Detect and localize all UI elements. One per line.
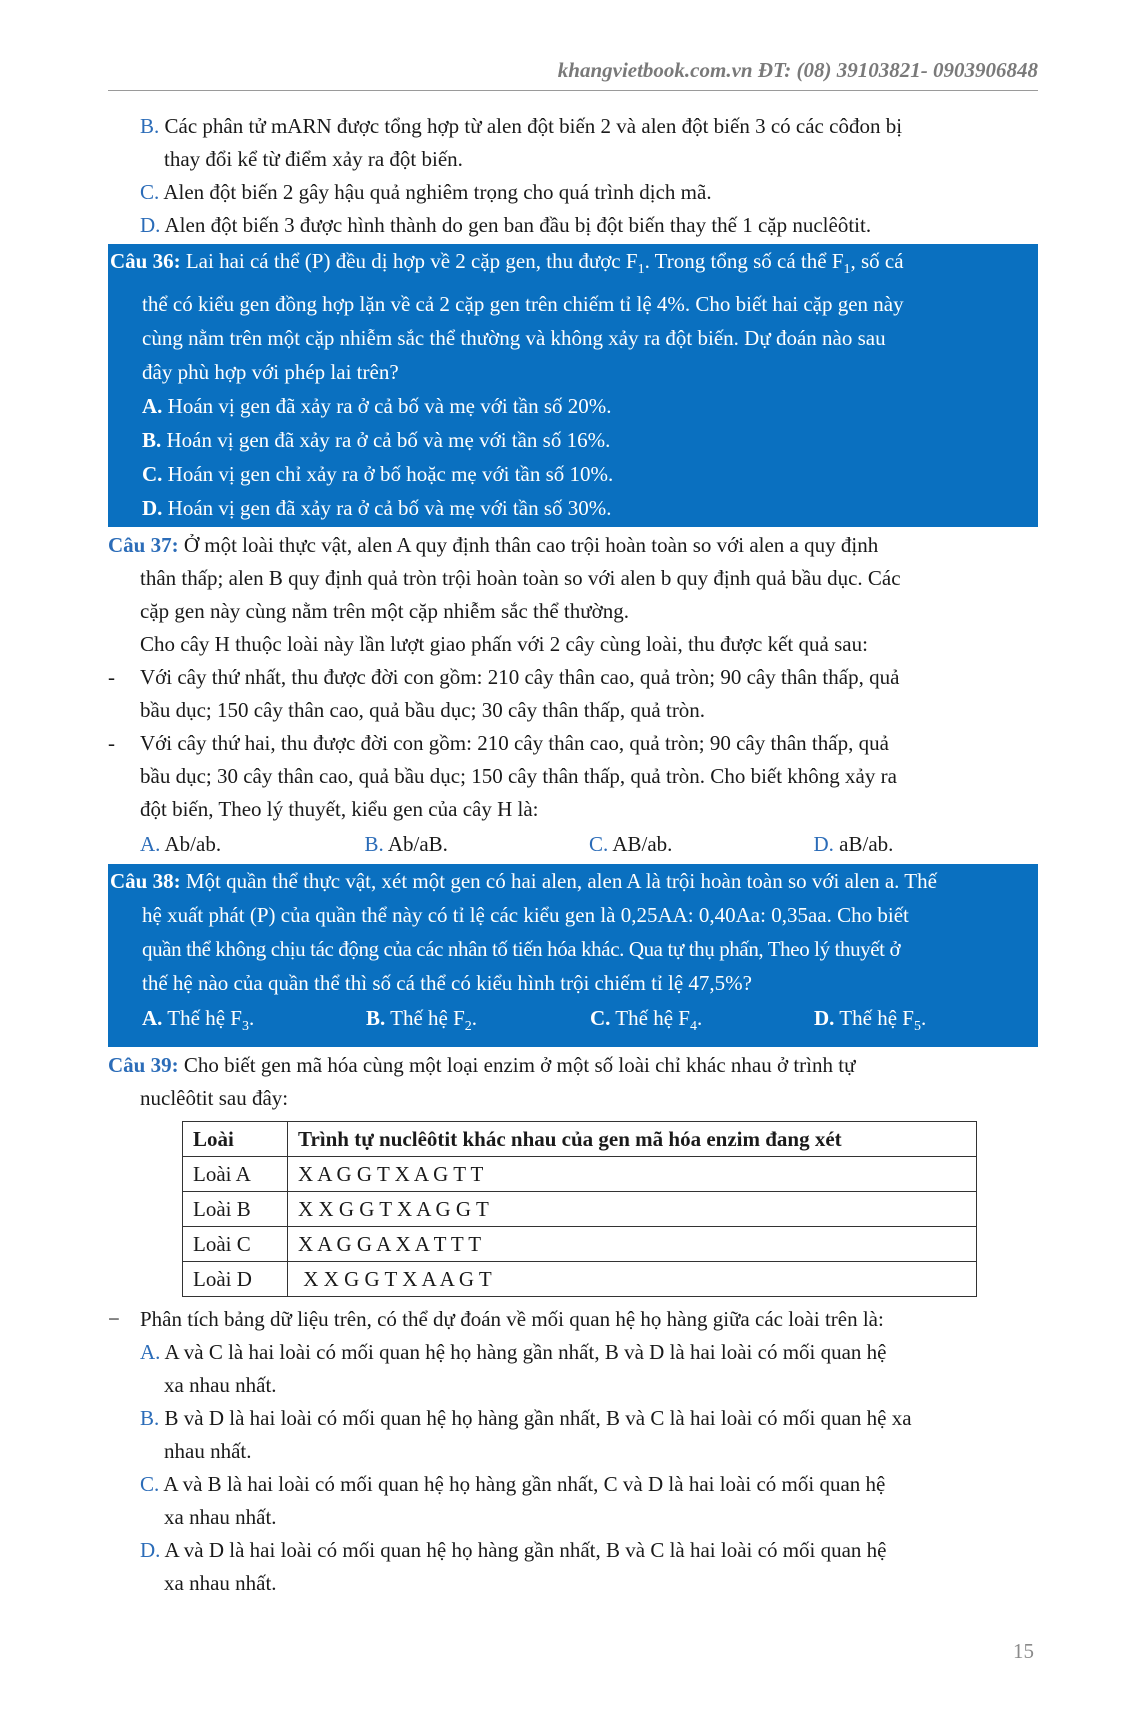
q38-text: Một quần thể thực vật, xét một gen có hai alen, alen A là trội hoàn toàn so với alen a. Thế (185, 869, 937, 894)
option-label: D. (140, 1538, 161, 1563)
q39-option-b-line2: nhau nhất. (164, 1439, 252, 1464)
q37-bullet-2 (108, 727, 1038, 826)
page-content (108, 110, 1038, 1600)
question-label: Câu 37: (108, 533, 179, 558)
subscript: 1 (637, 262, 645, 278)
q35-option-c (108, 176, 1038, 209)
option-text: Hoán vị gen đã xảy ra ở cả bố và mẹ với tần số 20%. (167, 394, 612, 419)
q36-option-d (110, 491, 1038, 525)
q37-option-d (814, 826, 1039, 862)
q39-option-c-line2: xa nhau nhất. (164, 1505, 277, 1530)
option-text: B và D là hai loài có mối quan hệ họ hàng gần nhất, B và C là hai loài có mối quan hệ xa (164, 1406, 912, 1431)
q39-option-d-line1 (108, 1534, 1038, 1567)
option-text: Thế hệ F (167, 1006, 242, 1031)
option-label: B. (140, 114, 160, 138)
table-row (183, 1262, 977, 1297)
q36-text-a: Lai hai cá thể (P) đều dị hợp về 2 cặp gen, thu được F (185, 249, 638, 273)
option-label: C. (142, 462, 163, 487)
q36-line1 (110, 244, 1038, 287)
subscript: 3 (241, 1019, 249, 1035)
option-text: A và B là hai loài có mối quan hệ họ hàng gần nhất, C và D là hai loài có mối quan hệ (163, 1472, 886, 1497)
subscript: 5 (913, 1019, 921, 1035)
q38-option-d (814, 1000, 1038, 1045)
bullet-dash: - (108, 731, 115, 756)
q36-line3: cùng nằm trên một cặp nhiễm sắc thể thường và không xảy ra đột biến. Dự đoán nào sau (142, 326, 886, 351)
q38-line4: thế hệ nào của quần thể thì số cá thể có kiểu hình trội chiếm tỉ lệ 47,5%? (142, 971, 752, 996)
q38-option-b (366, 1000, 590, 1045)
option-label: B. (364, 832, 384, 857)
q36-text-b: . Trong tổng số cá thể F (644, 249, 844, 273)
table-row (183, 1192, 977, 1227)
page-number: 15 (1013, 1639, 1034, 1663)
q37-line3: cặp gen này cùng nằm trên một cặp nhiễm sắc thể thường. (140, 599, 629, 624)
page-header: khangvietbook.com.vn ĐT: (08) 39103821- 0903906848 (557, 58, 1038, 82)
table-cell: X A G G A X A T T T (288, 1227, 977, 1262)
q35-option-b-line1 (108, 110, 1038, 143)
option-text: Thế hệ F (615, 1006, 690, 1031)
q37-line1 (108, 529, 1038, 562)
option-text: Hoán vị gen đã xảy ra ở cả bố và mẹ với tần số 16%. (166, 428, 611, 453)
header-divider (108, 90, 1038, 91)
option-text: Hoán vị gen chỉ xảy ra ở bố hoặc mẹ với tần số 10%. (167, 462, 614, 487)
q38-options (110, 1000, 1038, 1045)
table-header-cell: Trình tự nuclêôtit khác nhau của gen mã hóa enzim đang xét (288, 1122, 977, 1157)
q36-line2: thể có kiểu gen đồng hợp lặn về cả 2 cặp gen trên chiếm tỉ lệ 4%. Cho biết hai cặp gen này (142, 292, 904, 317)
q38-line2: hệ xuất phát (P) của quần thể này có tỉ lệ các kiểu gen là 0,25AA: 0,40Aa: 0,35aa. Cho biết (142, 903, 909, 928)
q37-option-a (140, 826, 365, 862)
q39-option-a-line2: xa nhau nhất. (164, 1373, 277, 1398)
table-cell: X X G G T X A A G T (288, 1262, 977, 1297)
q36-line4: đây phù hợp với phép lai trên? (142, 360, 399, 385)
option-label: D. (140, 213, 161, 237)
option-end: . (471, 1006, 478, 1031)
question-38-block (108, 864, 1038, 1047)
option-label: D. (142, 496, 163, 521)
option-end: . (696, 1006, 703, 1031)
q36-text-c: , số cá (850, 249, 904, 273)
option-end: . (920, 1006, 927, 1031)
table-cell: X X G G T X A G G T (288, 1192, 977, 1227)
q38-option-a (142, 1000, 366, 1045)
option-label: A. (140, 1340, 161, 1365)
option-label: D. (814, 1006, 835, 1031)
table-cell: Loài A (183, 1157, 288, 1192)
q37-line2: thân thấp; alen B quy định quả tròn trội hoàn toàn so với alen b quy định quả bầu dục. Các (140, 566, 901, 591)
option-label: B. (140, 1406, 160, 1431)
table-row (183, 1227, 977, 1262)
bullet-dash: − (108, 1307, 120, 1332)
option-label: B. (142, 428, 162, 453)
option-text: AB/ab. (612, 832, 673, 857)
table-header-row (183, 1122, 977, 1157)
option-text: Alen đột biến 3 được hình thành do gen ban đầu bị đột biến thay thế 1 cặp nuclêôtit. (164, 213, 872, 237)
option-label: C. (590, 1006, 611, 1031)
q37-bullet-1 (108, 661, 1038, 727)
option-label: A. (142, 1006, 163, 1031)
q39-option-b-line1 (108, 1402, 1038, 1435)
bullet-text: Với cây thứ nhất, thu được đời con gồm: 210 cây thân cao, quả tròn; 90 cây thân thấp, quả (140, 665, 900, 690)
option-text: Các phân tử mARN được tổng hợp từ alen đột biến 2 và alen đột biến 3 có các côđon bị (164, 114, 903, 138)
subscript: 2 (464, 1019, 472, 1035)
table-cell: Loài D (183, 1262, 288, 1297)
option-text: Thế hệ F (839, 1006, 914, 1031)
option-text: Hoán vị gen đã xảy ra ở cả bố và mẹ với tần số 30%. (167, 496, 612, 521)
option-text: Ab/ab. (164, 832, 222, 857)
bullet-dash: - (108, 665, 115, 690)
q39-line2: nuclêôtit sau đây: (140, 1086, 289, 1111)
option-text: Ab/aB. (387, 832, 448, 857)
option-text: aB/ab. (839, 832, 894, 857)
q37-option-c (589, 826, 814, 862)
option-text: A và D là hai loài có mối quan hệ họ hàng gần nhất, B và C là hai loài có mối quan hệ (164, 1538, 887, 1563)
question-label: Câu 38: (110, 869, 181, 894)
table-cell: X A G G T X A G T T (288, 1157, 977, 1192)
q38-option-c (590, 1000, 814, 1045)
q37-text: Ở một loài thực vật, alen A quy định thân cao trội hoàn toàn so với alen a quy định (183, 533, 879, 558)
q35-option-b-line2: thay đổi kể từ điểm xảy ra đột biến. (164, 147, 463, 171)
question-label: Câu 36: (110, 249, 181, 273)
question-label: Câu 39: (108, 1053, 179, 1078)
q37-options (108, 826, 1038, 862)
table-header-cell: Loài (183, 1122, 288, 1157)
subscript: 4 (689, 1019, 697, 1035)
q38-line3: quần thể không chịu tác động của các nhân tố tiến hóa khác. Qua tự thụ phấn, Theo lý thuyết ở (142, 937, 901, 962)
bullet-text: bầu dục; 150 cây thân cao, quả bầu dục; 30 cây thân thấp, quả tròn. (140, 698, 706, 723)
option-label: C. (140, 1472, 160, 1497)
q39-intro (108, 1303, 1038, 1336)
q37-line4: Cho cây H thuộc loài này lần lượt giao phấn với 2 cây cùng loài, thu được kết quả sau: (140, 632, 868, 657)
option-text: A và C là hai loài có mối quan hệ họ hàng gần nhất, B và D là hai loài có mối quan hệ (164, 1340, 887, 1365)
bullet-text: Phân tích bảng dữ liệu trên, có thể dự đoán về mối quan hệ họ hàng giữa các loài trên là: (140, 1307, 884, 1332)
option-text: Thế hệ F (390, 1006, 465, 1031)
option-label: C. (140, 180, 160, 204)
bullet-text: đột biến, Theo lý thuyết, kiểu gen của cây H là: (140, 797, 539, 822)
bullet-text: bầu dục; 30 cây thân cao, quả bầu dục; 150 cây thân thấp, quả tròn. Cho biết không xảy ra (140, 764, 897, 789)
q39-option-c-line1 (108, 1468, 1038, 1501)
option-end: . (248, 1006, 255, 1031)
q38-line1 (110, 864, 1038, 898)
subscript: 1 (843, 262, 851, 278)
option-label: D. (813, 832, 834, 857)
option-label: A. (142, 394, 163, 419)
option-label: A. (140, 832, 161, 857)
table-cell: Loài B (183, 1192, 288, 1227)
option-label: C. (589, 832, 609, 857)
q35-option-d (108, 209, 1038, 242)
q39-option-a-line1 (108, 1336, 1038, 1369)
q36-option-c (110, 457, 1038, 491)
q36-option-b (110, 423, 1038, 457)
q37-option-b (365, 826, 590, 862)
q39-text: Cho biết gen mã hóa cùng một loại enzim ở một số loài chỉ khác nhau ở trình tự (183, 1053, 856, 1078)
table-row (183, 1157, 977, 1192)
option-text: Alen đột biến 2 gây hậu quả nghiêm trọng cho quá trình dịch mã. (163, 180, 712, 204)
q39-line1 (108, 1049, 1038, 1082)
option-label: B. (366, 1006, 386, 1031)
question-36-block (108, 244, 1038, 527)
species-sequence-table (182, 1121, 977, 1297)
q39-option-d-line2: xa nhau nhất. (164, 1571, 277, 1596)
bullet-text: Với cây thứ hai, thu được đời con gồm: 210 cây thân cao, quả tròn; 90 cây thân thấp, quả (140, 731, 889, 756)
table-cell: Loài C (183, 1227, 288, 1262)
q36-option-a (110, 389, 1038, 423)
